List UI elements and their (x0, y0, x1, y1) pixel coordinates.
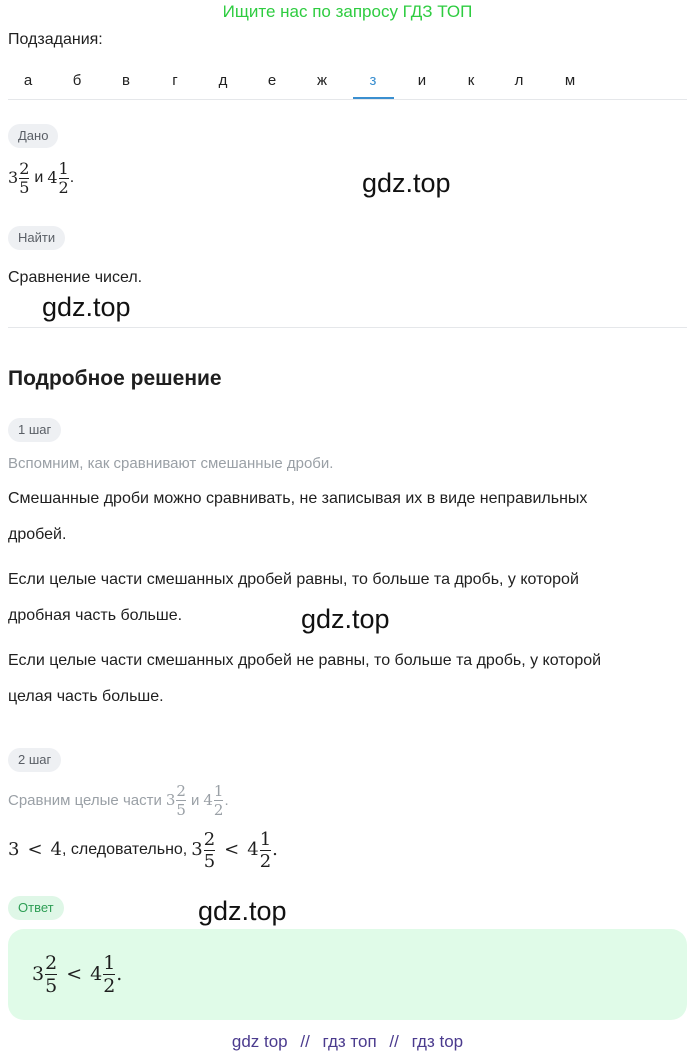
step1-p1-line2: дробей. (8, 526, 67, 543)
step2-conclusion (8, 826, 278, 874)
answer-whole-2: 4 (90, 963, 103, 985)
answer-chip-wrap (8, 896, 64, 920)
step1-chip: 1 шаг (8, 418, 61, 442)
step2-hint-conj: и (190, 791, 200, 809)
answer-whole-1: 3 (32, 963, 45, 985)
step2-hint-num-2: 1 (213, 781, 224, 800)
given-whole-1: 3 (8, 168, 19, 187)
given-chip-wrap (8, 124, 58, 148)
answer-fraction-1 (45, 952, 57, 997)
step2-lt-2: < (224, 839, 240, 860)
given-whole-2: 4 (47, 168, 58, 187)
footer-link-gdz-top-ru[interactable]: гдз топ (322, 1032, 377, 1051)
given-conj: и (34, 169, 44, 186)
step1-p2-line1: Если целые части смешанных дробей равны, то больше та дробь, у которой (8, 571, 579, 588)
answer-den-2: 2 (103, 974, 116, 997)
step2-fraction-2 (260, 829, 271, 872)
watermark: gdz.top (42, 292, 131, 322)
step2-hint-text: Сравним целые части (8, 791, 162, 809)
step1-p1-line1: Смешанные дроби можно сравнивать, не записывая их в виде неправильных (8, 490, 588, 507)
given-fraction-2 (59, 160, 69, 197)
tab-e[interactable]: е (267, 72, 277, 89)
answer-chip: Ответ (8, 896, 64, 920)
given-fraction-1 (19, 160, 29, 197)
answer-num-1: 2 (45, 951, 58, 974)
given-dot: . (69, 169, 75, 186)
answer-dot: . (116, 963, 123, 985)
step2-consequence: , следовательно, (62, 841, 188, 858)
footer-separator: // (389, 1032, 399, 1051)
step2-lt: < (27, 839, 43, 860)
tabs-divider (8, 99, 687, 100)
tab-v[interactable]: в (122, 72, 130, 89)
step2-num-1: 2 (203, 828, 216, 850)
answer-fraction-2 (103, 952, 115, 997)
step1-chip-wrap (8, 418, 61, 442)
tab-b[interactable]: б (72, 72, 82, 89)
footer-link-gdz-top[interactable]: gdz top (231, 1032, 288, 1051)
answer-num-2: 1 (103, 951, 116, 974)
given-expression (8, 156, 74, 200)
step1-p2-line2: дробная часть больше. (8, 607, 183, 624)
given-num-2: 1 (58, 158, 69, 178)
step2-right: 4 (50, 839, 62, 860)
subtask-tabs (0, 62, 695, 100)
tab-zh[interactable]: ж (316, 72, 328, 89)
answer-lt: < (66, 963, 83, 985)
tab-g[interactable]: г (172, 72, 178, 89)
step2-num-2: 1 (259, 828, 272, 850)
step2-den-2: 2 (259, 850, 272, 872)
find-text: Сравнение чисел. (8, 269, 143, 286)
step2-hint-whole-2: 4 (203, 791, 213, 809)
watermark: gdz.top (198, 896, 287, 926)
step1-p3-line2: целая часть больше. (8, 688, 164, 705)
step2-hint-fraction-1 (176, 782, 186, 819)
section-divider (8, 327, 687, 328)
step2-den-1: 5 (203, 850, 216, 872)
solution-title: Подробное решение (8, 367, 222, 390)
find-chip: Найти (8, 226, 65, 250)
step2-hint-dot: . (224, 791, 229, 809)
step2-whole-2: 4 (247, 839, 259, 860)
step2-hint-num-1: 2 (176, 781, 186, 800)
given-den-2: 2 (58, 177, 69, 197)
step1-hint: Вспомним, как сравнивают смешанные дроби. (8, 455, 334, 472)
watermark: gdz.top (362, 168, 451, 198)
answer-box (8, 929, 687, 1020)
tab-z[interactable]: з (369, 72, 377, 89)
step1-p3-line1: Если целые части смешанных дробей не равны, то больше та дробь, у которой (8, 652, 602, 669)
given-den-1: 5 (19, 177, 30, 197)
step2-chip-wrap (8, 748, 61, 772)
top-banner: Ищите нас по запросу ГДЗ ТОП (222, 2, 473, 21)
given-num-1: 2 (19, 158, 30, 178)
find-chip-wrap (8, 226, 65, 250)
step2-left: 3 (8, 839, 20, 860)
step2-hint-whole-1: 3 (165, 791, 176, 809)
tab-i[interactable]: и (417, 72, 427, 89)
tab-a[interactable]: а (23, 72, 33, 89)
step2-hint (8, 777, 229, 823)
step2-hint-fraction-2 (214, 782, 224, 819)
tab-d[interactable]: д (218, 72, 228, 89)
tab-m[interactable]: м (564, 72, 576, 89)
step2-dot: . (272, 839, 278, 860)
step2-fraction-1 (204, 829, 215, 872)
footer-link-gdz-top-mixed[interactable]: гдз top (411, 1032, 464, 1051)
step2-whole-1: 3 (191, 839, 203, 860)
subtasks-title: Подзадания: (8, 31, 103, 48)
answer-den-1: 5 (45, 974, 58, 997)
tab-k[interactable]: к (467, 72, 475, 89)
watermark: gdz.top (301, 604, 390, 634)
step2-hint-den-2: 2 (213, 800, 224, 819)
step2-chip: 2 шаг (8, 748, 61, 772)
given-chip: Дано (8, 124, 58, 148)
answer-expression (32, 949, 122, 999)
step2-hint-den-1: 5 (176, 800, 186, 819)
tab-l[interactable]: л (514, 72, 524, 89)
footer-links (0, 1031, 695, 1053)
footer-separator: // (300, 1032, 310, 1051)
